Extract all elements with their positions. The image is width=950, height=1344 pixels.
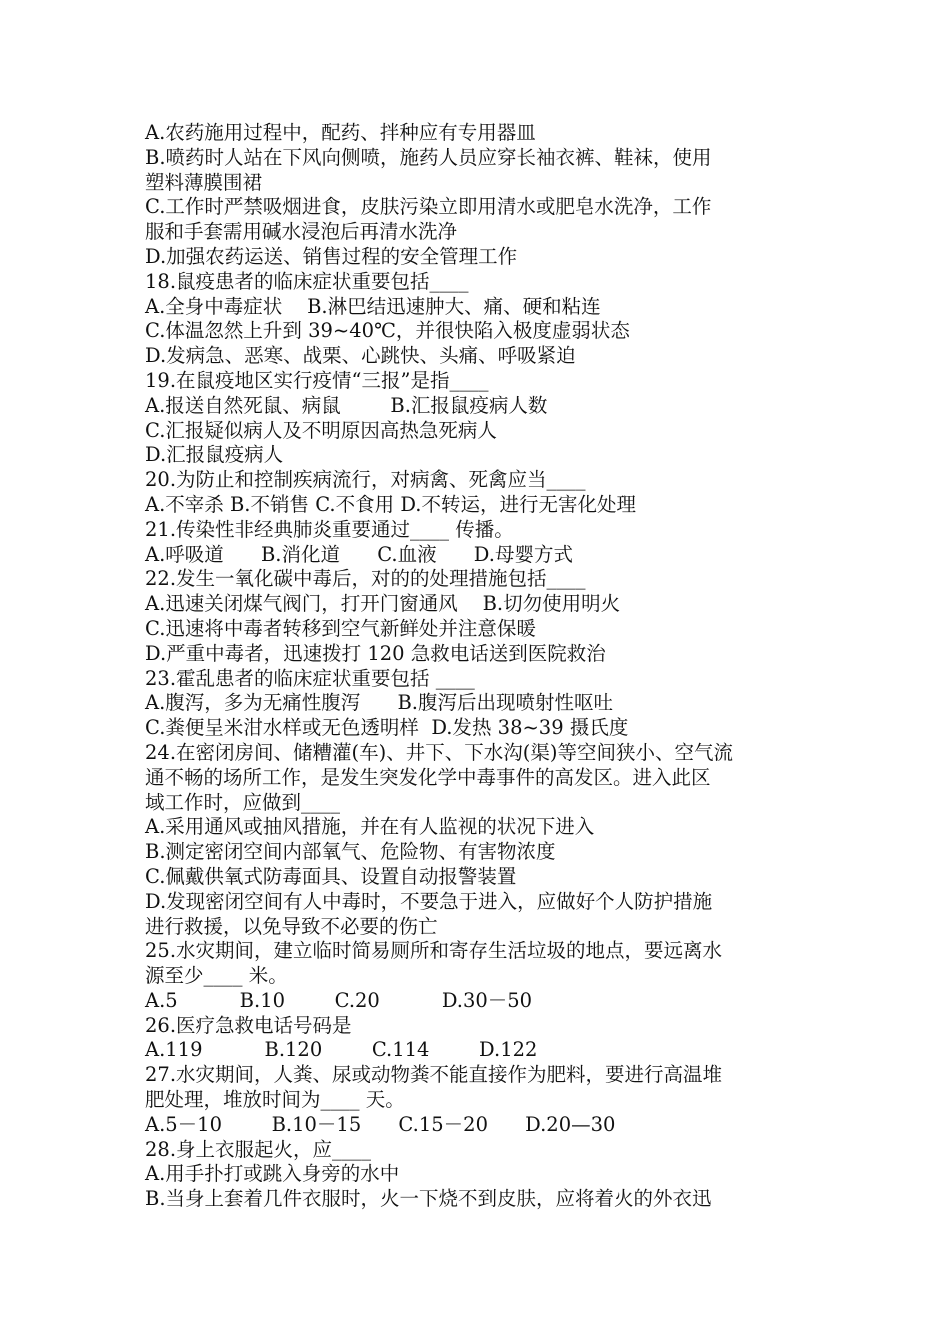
question-21: 21.传染性非经典肺炎重要通过____ 传播。 xyxy=(145,517,514,541)
text-line: C.工作时严禁吸烟进食，皮肤污染立即用清水或肥皂水洗净，工作 xyxy=(145,195,712,219)
text-line: C.汇报疑似病人及不明原因高热急死病人 xyxy=(145,418,497,442)
text-line: D.加强农药运送、销售过程的安全管理工作 xyxy=(145,244,518,268)
text-line: 肥处理，堆放时间为____ 天。 xyxy=(145,1088,405,1112)
text-line: A.119 B.120 C.114 D.122 xyxy=(145,1038,538,1062)
text-line: 服和手套需用碱水浸泡后再清水洗净 xyxy=(145,220,458,244)
question-27: 27.水灾期间，人粪、尿或动物粪不能直接作为肥料，要进行高温堆 xyxy=(145,1063,723,1087)
text-line: 塑料薄膜围裙 xyxy=(145,170,263,194)
question-18: 18.鼠疫患者的临床症状重要包括____ xyxy=(145,269,469,293)
question-19: 19.在鼠疫地区实行疫情“三报”是指____ xyxy=(145,368,489,392)
text-line: A.采用通风或抽风措施，并在有人监视的状况下进入 xyxy=(145,815,595,839)
text-line: A.迅速关闭煤气阀门，打开门窗通风 B.切勿使用明火 xyxy=(145,592,621,616)
question-25: 25.水灾期间，建立临时简易厕所和寄存生活垃圾的地点，要远离水 xyxy=(145,939,723,963)
text-line: D.严重中毒者，迅速拨打 120 急救电话送到医院救治 xyxy=(145,641,606,665)
text-line: A.用手扑打或跳入身旁的水中 xyxy=(145,1162,400,1186)
text-line: A.呼吸道 B.消化道 C.血液 D.母婴方式 xyxy=(145,542,573,566)
text-line: A.农药施用过程中，配药、拌种应有专用器皿 xyxy=(145,121,536,144)
text-line: A.5 B.10 C.20 D.30－50 xyxy=(145,988,533,1012)
text-line: D.汇报鼠疫病人 xyxy=(145,443,284,467)
text-line: B.测定密闭空间内部氧气、危险物、有害物浓度 xyxy=(145,840,556,864)
text-line: A.不宰杀 B.不销售 C.不食用 D.不转运，进行无害化处理 xyxy=(145,492,636,516)
text-line: B.当身上套着几件衣服时，火一下烧不到皮肤，应将着火的外衣迅 xyxy=(145,1187,712,1211)
text-line: A.报送自然死鼠、病鼠 B.汇报鼠疫病人数 xyxy=(145,393,548,417)
text-line: 通不畅的场所工作，是发生突发化学中毒事件的高发区。进入此区 xyxy=(145,765,711,789)
text-line: C.佩戴供氧式防毒面具、设置自动报警装置 xyxy=(145,864,517,888)
text-line: C.体温忽然上升到 39~40℃，并很快陷入极度虚弱状态 xyxy=(145,319,630,343)
question-20: 20.为防止和控制疾病流行，对病禽、死禽应当____ xyxy=(145,468,586,492)
question-24: 24.在密闭房间、储糟灌(车)、井下、下水沟(渠)等空间狭小、空气流 xyxy=(145,740,733,764)
text-line: 进行救援，以免导致不必要的伤亡 xyxy=(145,914,438,938)
question-28: 28.身上衣服起火，应____ xyxy=(145,1137,372,1161)
question-23: 23.霍乱患者的临床症状重要包括 ____ xyxy=(145,666,475,690)
text-line: D.发病急、恶寒、战栗、心跳快、头痛、呼吸紧迫 xyxy=(145,344,576,368)
question-22: 22.发生一氧化碳中毒后，对的的处理措施包括____ xyxy=(145,567,586,591)
text-line: C.迅速将中毒者转移到空气新鲜处并注意保暖 xyxy=(145,616,536,640)
text-line: A.5－10 B.10－15 C.15－20 D.20—30 xyxy=(145,1112,616,1136)
text-line: 域工作时，应做到____ xyxy=(145,790,341,814)
text-line: C.粪便呈米泔水样或无色透明样 D.发热 38~39 摄氏度 xyxy=(145,716,629,740)
question-26: 26.医疗急救电话号码是 xyxy=(145,1013,352,1037)
text-line: 源至少____ 米。 xyxy=(145,964,288,988)
text-line: B.喷药时人站在下风向侧喷，施药人员应穿长袖衣裤、鞋袜，使用 xyxy=(145,145,712,169)
text-line: A.腹泻，多为无痛性腹泻 B.腹泻后出现喷射性呕吐 xyxy=(145,691,614,715)
document-page xyxy=(145,121,810,1212)
text-line: D.发现密闭空间有人中毒时，不要急于进入，应做好个人防护措施 xyxy=(145,889,713,913)
text-line: A.全身中毒症状 B.淋巴结迅速肿大、痛、硬和粘连 xyxy=(145,294,601,318)
